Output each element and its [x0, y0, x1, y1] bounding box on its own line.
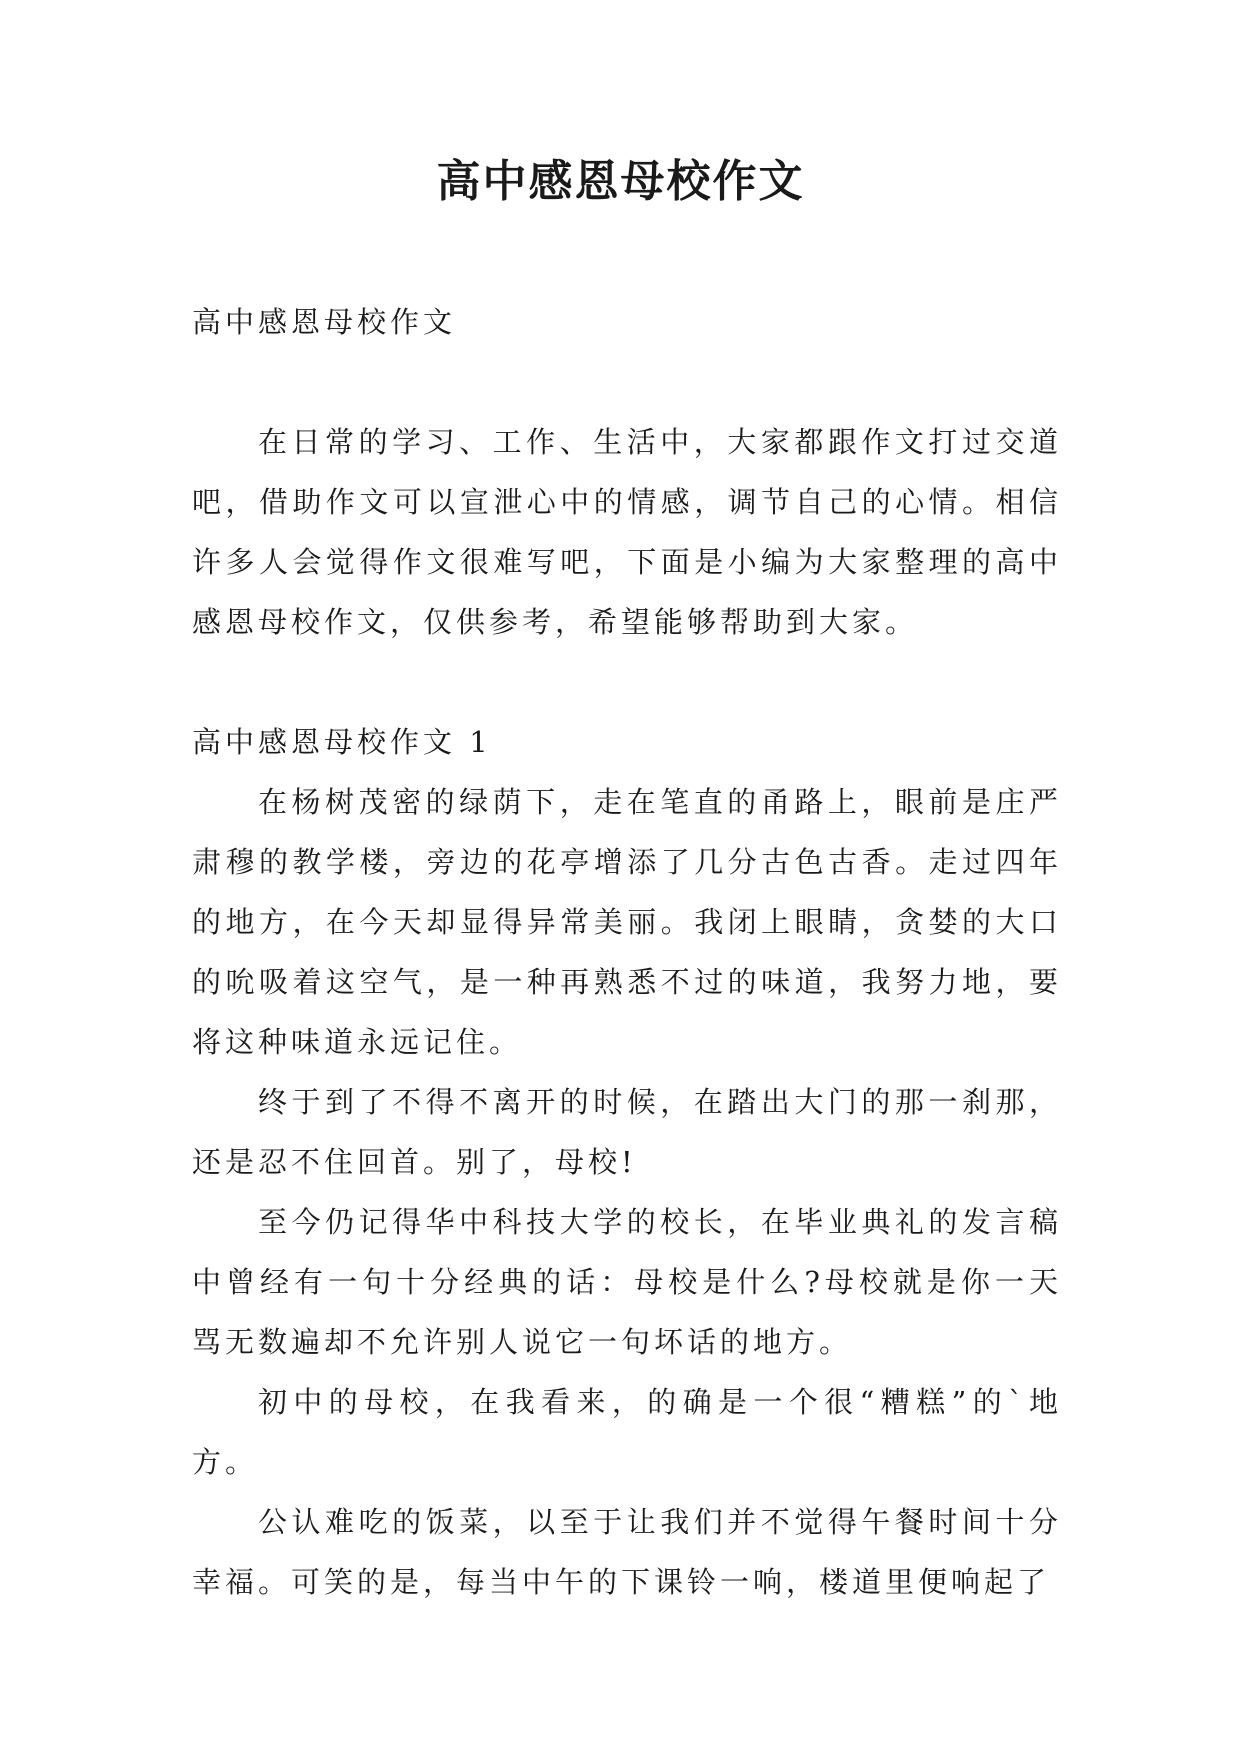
section-heading: 高中感恩母校作文 1 [192, 725, 492, 759]
document-body [192, 292, 1062, 1612]
body-paragraph: 终于到了不得不离开的时候，在踏出大门的那一刹那，还是忍不住回首。别了，母校! [192, 1085, 1062, 1179]
body-paragraph: 至今仍记得华中科技大学的校长，在毕业典礼的发言稿中曾经有一句十分经典的话：母校是什么?母校就是你一天骂无数遍却不允许别人说它一句坏话的地方。 [192, 1205, 1062, 1359]
body-paragraph: 公认难吃的饭菜，以至于让我们并不觉得午餐时间十分幸福。可笑的是，每当中午的下课铃一响，楼道里便响起了 [192, 1505, 1062, 1599]
body-paragraph: 在杨树茂密的绿荫下，走在笔直的甬路上，眼前是庄严肃穆的教学楼，旁边的花亭增添了几分古色古香。走过四年的地方，在今天却显得异常美丽。我闭上眼睛，贪婪的大口的吮吸着这空气，是一种再熟悉不过的味道，我努力地，要将这种味道永远记住。 [192, 785, 1062, 1059]
intro-paragraph: 在日常的学习、工作、生活中，大家都跟作文打过交道吧，借助作文可以宣泄心中的情感，调节自己的心情。相信许多人会觉得作文很难写吧，下面是小编为大家整理的高中感恩母校作文，仅供参考，希望能够帮助到大家。 [192, 425, 1062, 639]
document-subtitle: 高中感恩母校作文 [192, 305, 457, 339]
body-paragraph: 初中的母校，在我看来，的确是一个很“糟糕”的`地方。 [192, 1385, 1062, 1479]
document-title: 高中感恩母校作文 [436, 156, 805, 207]
